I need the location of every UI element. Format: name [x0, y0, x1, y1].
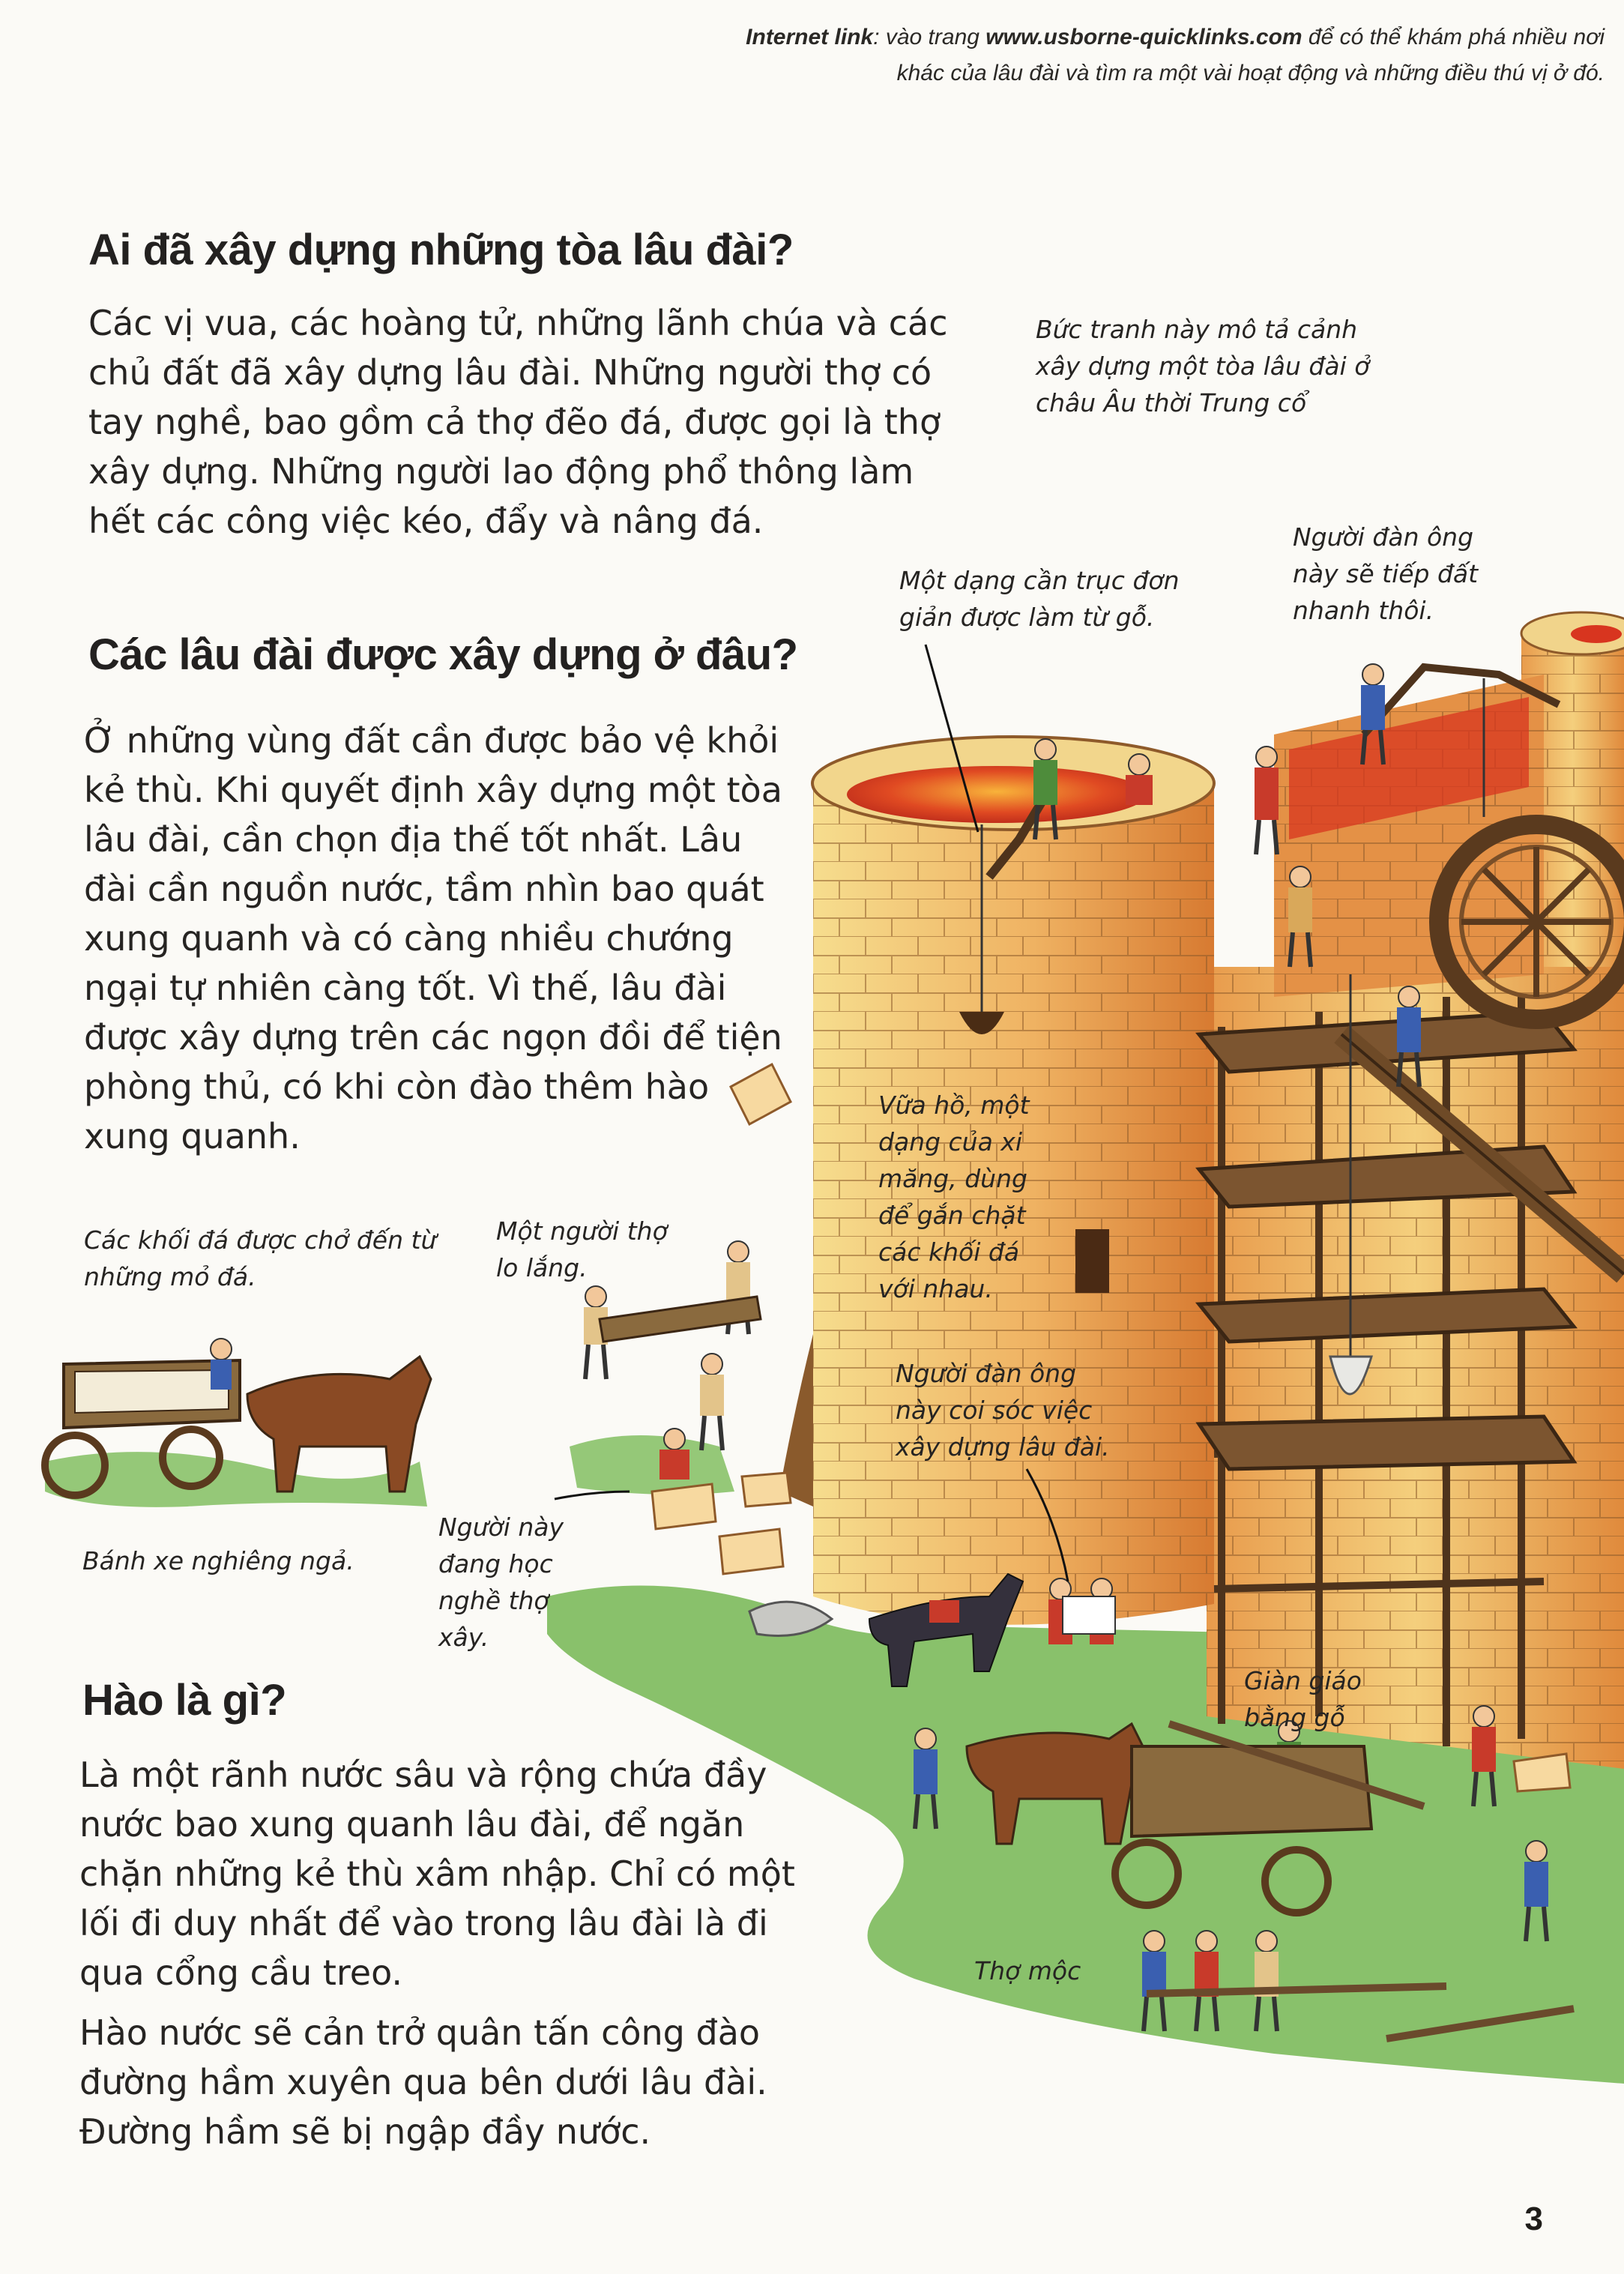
caption-scaffold	[1244, 1662, 1362, 1736]
paragraph-where-built-text: Ở những vùng đất cần được bảo vệ khỏi kẻ thù. Khi quyết định xây dựng một tòa lâu đài, cần chọn địa thế tốt nhất. Lâu đài cần nguồn nước, tầm nhìn bao quát xung quanh và có càng nhiều chướng ngại tự nhiên càng tốt. Vì thế, lâu đài được xây dựng trên các ngọn đồi để tiện phòng thủ, có khi còn đào thêm hào xung quanh.	[84, 720, 782, 1156]
caption-next-load-line: này sẽ tiếp đất	[1293, 559, 1479, 588]
caption-overseer-line: Người đàn ông	[896, 1359, 1077, 1388]
caption-stones-line: những mỏ đá.	[84, 1262, 256, 1291]
caption-mortar-line: măng, dùng	[878, 1164, 1027, 1193]
caption-picture-line: châu Âu thời Trung cổ	[1036, 388, 1307, 417]
caption-next-load	[1293, 519, 1478, 629]
caption-mortar-line: các khối đá	[878, 1237, 1020, 1267]
caption-worried	[496, 1213, 668, 1286]
heading-moat: Hào là gì?	[82, 1676, 287, 1725]
caption-worried-line: lo lắng.	[496, 1253, 588, 1282]
caption-apprentice	[438, 1509, 564, 1656]
caption-crane-line: giản được làm từ gỗ.	[899, 603, 1155, 632]
caption-mortar-line: Vữa hồ, một	[878, 1091, 1030, 1120]
caption-overseer	[896, 1355, 1110, 1465]
internet-link-line2: khác của lâu đài và tìm ra một vài hoạt động và những điều thú vị ở đó.	[896, 61, 1605, 85]
caption-mortar	[878, 1087, 1030, 1307]
caption-picture-line: xây dựng một tòa lâu đài ở	[1036, 352, 1370, 381]
caption-scaffold-line: Giàn giáo	[1244, 1666, 1362, 1695]
heading-where-built: Các lâu đài được xây dựng ở đâu?	[88, 630, 798, 679]
internet-link-url[interactable]: www.usborne-quicklinks.com	[985, 25, 1302, 49]
caption-mortar-line: với nhau.	[878, 1274, 993, 1303]
caption-crane	[899, 562, 1180, 636]
caption-picture	[1036, 311, 1369, 421]
caption-scaffold-line: bằng gỗ	[1244, 1703, 1345, 1732]
paragraph-who-built-text: Các vị vua, các hoàng tử, những lãnh chúa và các chủ đất đã xây dựng lâu đài. Những người thợ có tay nghề, bao gồm cả thợ đẽo đá, được gọi là thợ xây dựng. Những người lao động phổ thông làm hết các công việc kéo, đẩy và nâng đá.	[88, 303, 948, 541]
caption-apprentice-line: xây.	[438, 1623, 489, 1652]
caption-overseer-line: xây dựng lâu đài.	[896, 1432, 1110, 1462]
paragraph-moat-1: Là một rãnh nước sâu và rộng chứa đầy nước bao xung quanh lâu đài, để ngăn chặn những kẻ thù xâm nhập. Chỉ có một lối đi duy nhất để vào trong lâu đài là đi qua cổng cầu treo.	[79, 1755, 795, 1993]
paragraph-moat	[79, 1750, 836, 2156]
caption-stones-line: Các khối đá được chở đến từ	[84, 1225, 437, 1255]
caption-mortar-line: dạng của xi	[878, 1127, 1022, 1156]
caption-picture-line: Bức tranh này mô tả cảnh	[1036, 315, 1358, 344]
paragraph-where-built	[84, 716, 796, 1161]
paragraph-moat-2: Hào nước sẽ cản trở quân tấn công đào đường hầm xuyên qua bên dưới lâu đài. Đường hầm sẽ bị ngập đầy nước.	[79, 2012, 767, 2152]
internet-link-tail: để có thể khám phá nhiều nơi	[1302, 25, 1605, 49]
caption-apprentice-line: đang học	[438, 1549, 553, 1578]
caption-carpenter-line: Thợ mộc	[974, 1956, 1081, 1985]
caption-wheel	[82, 1542, 354, 1579]
caption-stones	[84, 1222, 436, 1295]
internet-link-label: Internet link	[746, 25, 874, 49]
caption-crane-line: Một dạng cần trục đơn	[899, 566, 1180, 595]
caption-next-load-line: Người đàn ông	[1293, 522, 1474, 552]
heading-who-built: Ai đã xây dựng những tòa lâu đài?	[88, 226, 794, 274]
caption-worried-line: Một người thợ	[496, 1216, 668, 1246]
caption-mortar-line: để gắn chặt	[878, 1201, 1026, 1230]
caption-overseer-line: này coi sóc việc	[896, 1396, 1093, 1425]
caption-next-load-line: nhanh thôi.	[1293, 596, 1434, 625]
caption-wheel-line: Bánh xe nghiêng ngả.	[82, 1546, 354, 1575]
paragraph-who-built	[88, 298, 958, 546]
caption-apprentice-line: nghề thợ	[438, 1586, 549, 1615]
caption-apprentice-line: Người này	[438, 1513, 564, 1542]
caption-carpenter	[974, 1952, 1081, 1989]
internet-link-lead: : vào trang	[873, 25, 986, 49]
page-number: 3	[1524, 2201, 1543, 2237]
